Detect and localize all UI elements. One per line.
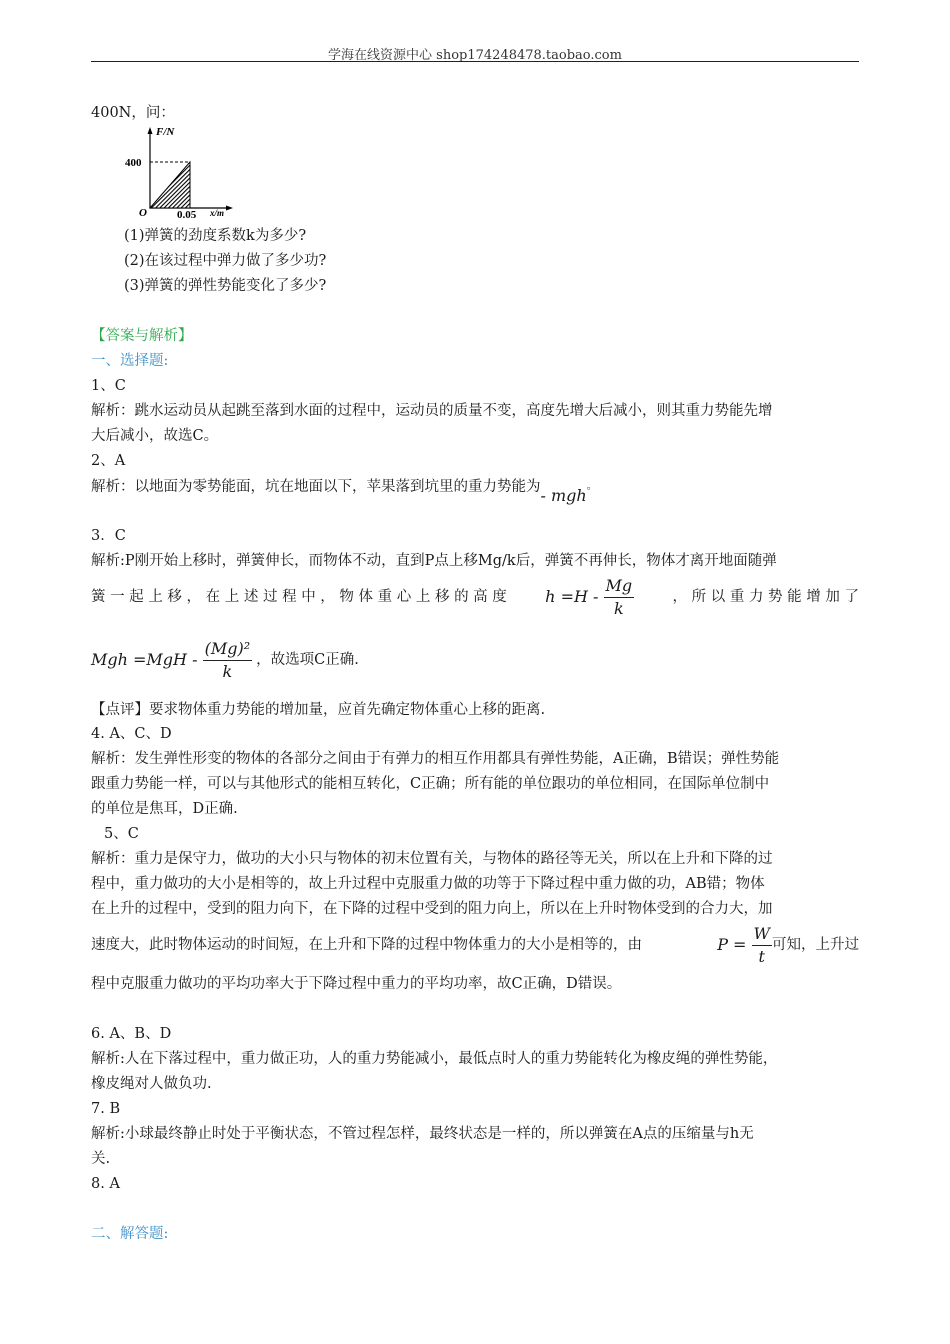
answer-7-text-1: 解析:小球最终静止时处于平衡状态，不管过程怎样，最终状态是一样的，所以弹簧在A点的压缩量与h无 (91, 1126, 754, 1142)
answers-title: 【答案与解析】 (91, 328, 193, 344)
height-formula (545, 575, 634, 620)
sub-question-3: (3)弹簧的弹性势能变化了多少? (124, 278, 327, 294)
question-intro: 400N，问： (91, 105, 175, 121)
fraction-denominator: k (613, 598, 624, 618)
answer-4-text-2: 跟重力势能一样，可以与其他形式的能相互转化，C正确；所有能的单位跟功的单位相同，在国际单位制中 (91, 776, 770, 792)
answer-3-text-2-left: 簧 一 起 上 移 ， 在 上 述 过 程 中 ， 物 体 重 心 上 移 的 高 度 (91, 589, 507, 605)
answer-3-text-3 (91, 632, 359, 688)
fraction-denominator: k (222, 661, 233, 681)
header-rule (91, 61, 859, 62)
fraction-denominator: t (758, 946, 765, 966)
answer-2-text-line (91, 476, 597, 505)
review-comment: 【点评】要求物体重力势能的增加量，应首先确定物体重心上移的距离. (91, 702, 546, 718)
answer-6: 6. A、B、D (91, 1026, 172, 1042)
answer-5-text-3: 在上升的过程中，受到的阻力向下，在下降的过程中受到的阻力向上，所以在上升时物体受到的合力大，加 (91, 901, 773, 917)
sub-question-2: (2)在该过程中弹力做了多少功? (124, 253, 327, 269)
section-1-heading: 一、选择题: (91, 353, 169, 369)
power-formula-fraction (752, 923, 772, 968)
fraction-numerator: (Mg)² (203, 638, 253, 661)
answer-5-text-4-left: 速度大，此时物体运动的时间短，在上升和下降的过程中物体重力的大小是相等的，由 (91, 937, 642, 953)
answer-5: 5、C (104, 826, 139, 842)
answer-2-formula: - mgh (540, 486, 587, 505)
power-formula-lhs: P = (717, 934, 747, 954)
answer-3-conclusion: ，故选项C正确. (256, 652, 359, 668)
answer-2-text: 解析：以地面为零势能面，坑在地面以下，苹果落到坑里的重力势能为 (91, 479, 541, 495)
energy-formula-fraction (203, 638, 253, 683)
x-tick-label: 0.05 (177, 209, 197, 221)
power-formula (717, 923, 772, 968)
answer-2-end: 。 (586, 481, 597, 492)
answer-1-text-2: 大后减小，故选C。 (91, 428, 219, 444)
answer-5-text-4-right-group (717, 923, 859, 968)
section-2-heading: 二、解答题: (91, 1226, 169, 1242)
answer-3-text-2 (91, 574, 859, 620)
fraction-numerator: W (752, 923, 772, 946)
answer-7-text-2: 关. (91, 1151, 111, 1167)
answer-3-text-2-right: ， 所 以 重 力 势 能 增 加 了 (672, 589, 859, 605)
fraction-numerator: Mg (604, 575, 635, 598)
origin-label: O (139, 207, 147, 219)
y-axis-label: F/N (156, 126, 175, 138)
page-header: 学海在线资源中心 shop174248478.taobao.com (328, 48, 622, 63)
answer-5-text-5: 程中克服重力做功的平均功率大于下降过程中重力的平均功率，故C正确，D错误。 (91, 976, 622, 992)
answer-1-text-1: 解析：跳水运动员从起跳至落到水面的过程中，运动员的质量不变，高度先增大后减小，则其重力势能先增 (91, 403, 773, 419)
answer-3-text-1: 解析:P刚开始上移时，弹簧伸长，而物体不动，直到P点上移Mg/k后，弹簧不再伸长，物体才离开地面随弹 (91, 553, 777, 569)
answer-2: 2、A (91, 453, 126, 469)
sub-question-1: (1)弹簧的劲度系数k为多少? (124, 228, 307, 244)
answer-6-text-2: 橡皮绳对人做负功. (91, 1076, 212, 1092)
answer-7: 7. B (91, 1101, 121, 1117)
answer-1: 1、C (91, 378, 126, 394)
x-axis-label: x/m (210, 208, 225, 218)
answer-5-text-4-right: 可知，上升过 (772, 937, 859, 953)
answer-6-text-1: 解析:人在下落过程中，重力做正功，人的重力势能减小，最低点时人的重力势能转化为橡皮绳的弹性势能， (91, 1051, 778, 1067)
answer-4-text-3: 的单位是焦耳，D正确. (91, 801, 238, 817)
answer-8: 8. A (91, 1176, 120, 1192)
answer-5-text-1: 解析：重力是保守力，做功的大小只与物体的初末位置有关，与物体的路径等无关，所以在上升和下降的过 (91, 851, 773, 867)
answer-4-text-1: 解析：发生弹性形变的物体的各部分之间由于有弹力的相互作用都具有弹性势能，A正确，B错误；弹性势能 (91, 751, 780, 767)
energy-formula-lhs: Mgh =MgH - (91, 649, 198, 669)
height-formula-fraction (604, 575, 635, 620)
answer-3: 3．C (91, 528, 126, 544)
answer-5-text-4 (91, 920, 859, 970)
height-formula-lhs: h =H - (545, 586, 599, 606)
answer-4: 4. A、C、D (91, 726, 172, 742)
energy-formula (91, 638, 252, 683)
answer-5-text-2: 程中，重力做功的大小是相等的，故上升过程中克服重力做的功等于下降过程中重力做的功，AB错；物体 (91, 876, 765, 892)
force-displacement-graph (122, 122, 237, 222)
y-tick-label: 400 (125, 157, 142, 169)
shaded-triangle (150, 162, 190, 208)
